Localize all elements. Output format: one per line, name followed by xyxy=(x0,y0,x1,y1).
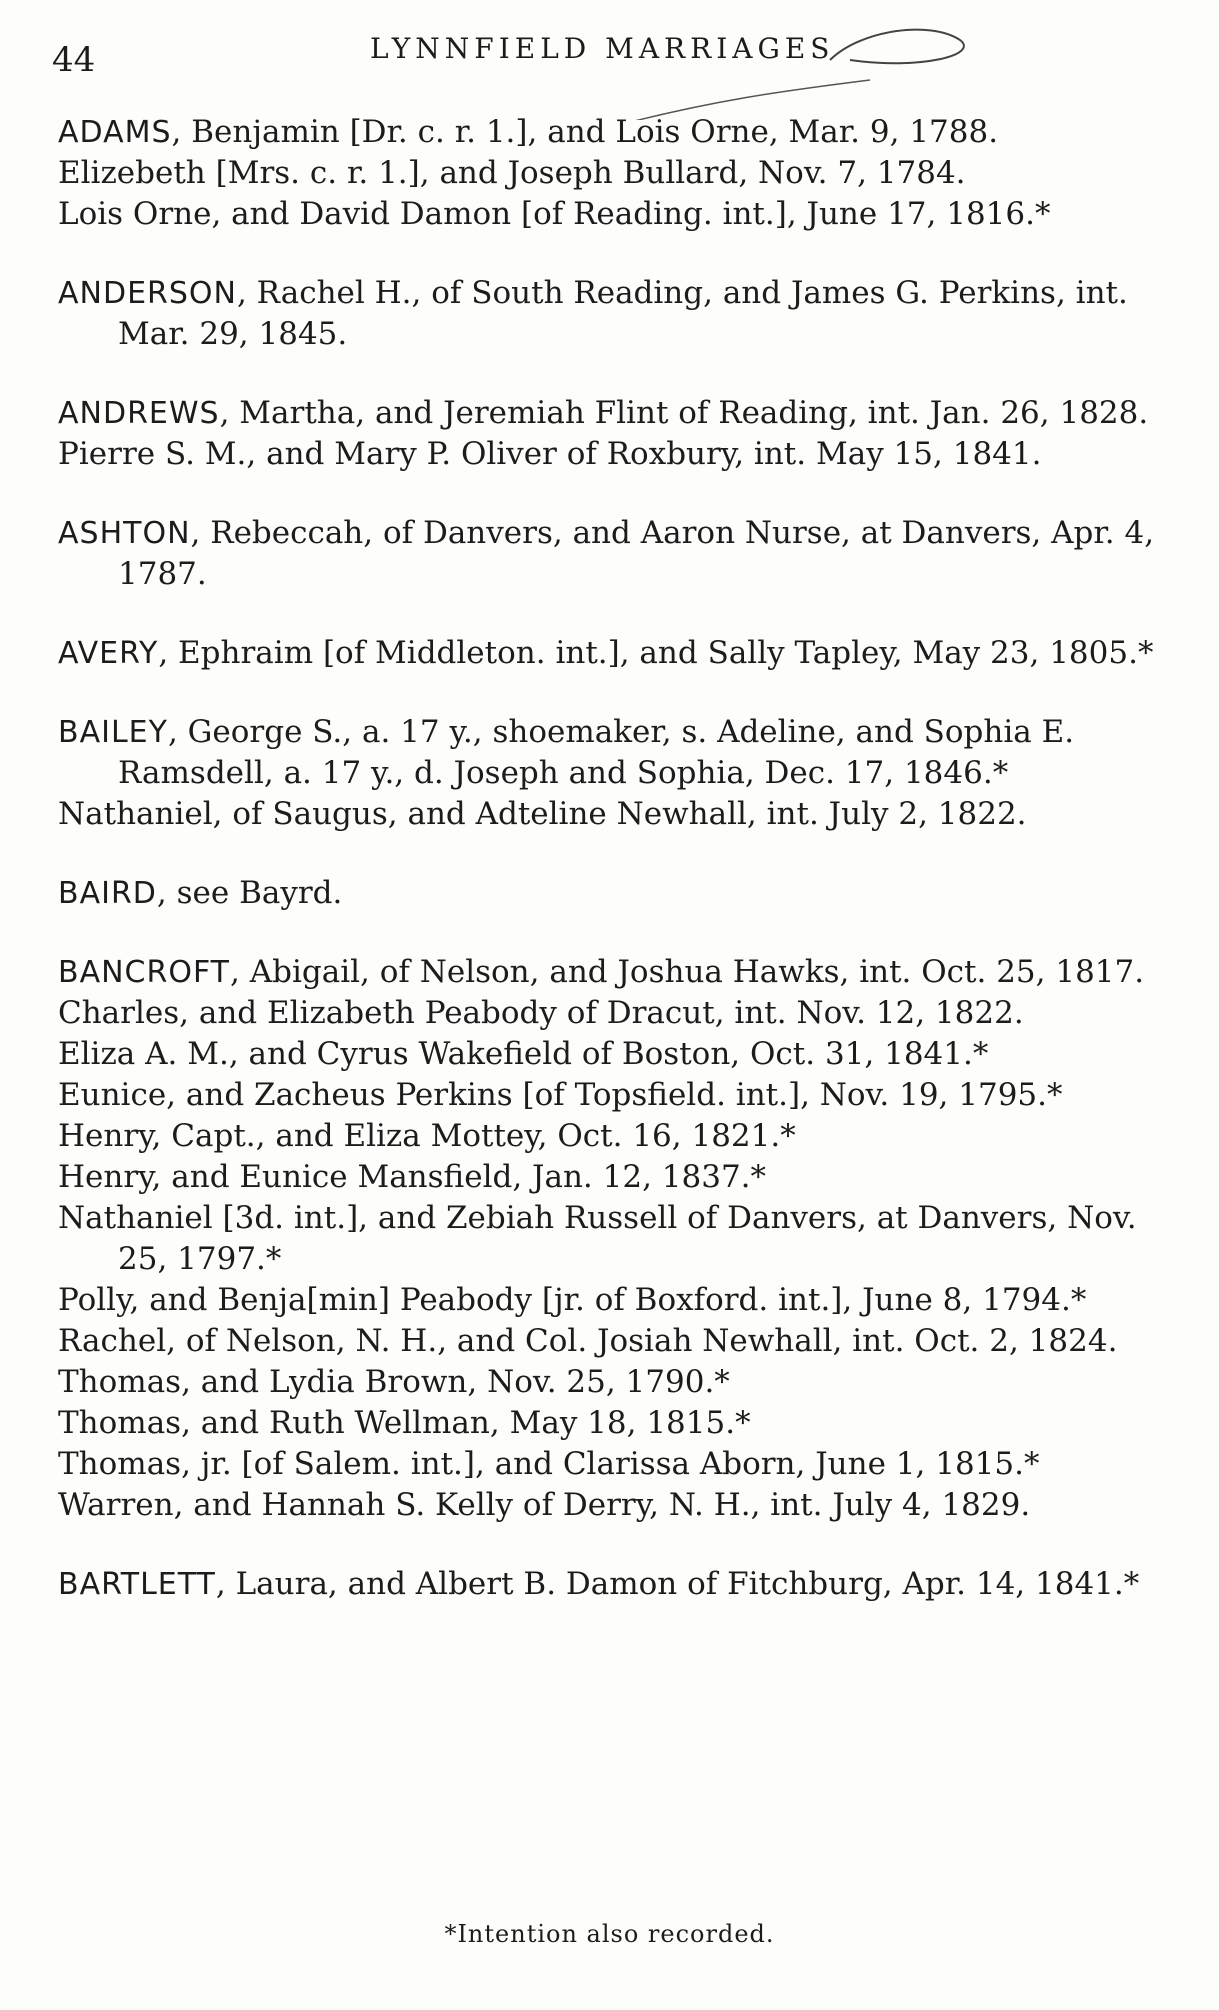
marriage-entry xyxy=(58,112,1178,153)
marriage-entry xyxy=(58,1280,1178,1321)
entry-text: Nathaniel, of Saugus, and Adteline Newhall, int. July 2, 1822. xyxy=(58,796,1027,832)
entry-text: Pierre S. M., and Mary P. Oliver of Roxbury, int. May 15, 1841. xyxy=(58,436,1042,472)
surname-group xyxy=(58,112,1178,235)
marriage-entry xyxy=(58,434,1178,475)
marriage-entry xyxy=(58,993,1178,1034)
entry-text: , Benjamin [Dr. c. r. 1.], and Lois Orne, Mar. 9, 1788. xyxy=(171,114,999,150)
marriage-entry xyxy=(58,1564,1178,1605)
marriage-entry xyxy=(58,1157,1178,1198)
running-title: LYNNFIELD MARRIAGES xyxy=(370,32,835,65)
marriage-entry xyxy=(58,873,1178,914)
surname-group xyxy=(58,633,1178,674)
entry-text: , see Bayrd. xyxy=(156,875,343,911)
handwritten-pencil-mark xyxy=(600,0,1020,120)
marriage-entry xyxy=(58,1034,1178,1075)
entry-text: Thomas, and Lydia Brown, Nov. 25, 1790.* xyxy=(58,1364,730,1400)
surname-heading: ANDERSON xyxy=(58,276,237,311)
marriage-entry xyxy=(58,194,1178,235)
entry-text: , Martha, and Jeremiah Flint of Reading, int. Jan. 26, 1828. xyxy=(219,395,1149,431)
surname-group xyxy=(58,712,1178,835)
surname-group xyxy=(58,873,1178,914)
marriage-entry xyxy=(58,1485,1178,1526)
entry-text: Henry, and Eunice Mansfield, Jan. 12, 1837.* xyxy=(58,1159,767,1195)
entry-text: , Rachel H., of South Reading, and James G. Perkins, int. Mar. 29, 1845. xyxy=(118,275,1128,352)
entry-text: , Rebeccah, of Danvers, and Aaron Nurse, at Danvers, Apr. 4, 1787. xyxy=(118,515,1155,592)
page-number: 44 xyxy=(52,40,96,80)
surname-heading: BAIRD xyxy=(58,876,157,911)
surname-group xyxy=(58,952,1178,1526)
surname-group xyxy=(58,273,1178,355)
entry-text: , Abigail, of Nelson, and Joshua Hawks, int. Oct. 25, 1817. xyxy=(230,954,1145,990)
marriage-entry xyxy=(58,1116,1178,1157)
marriage-entry xyxy=(58,1444,1178,1485)
entry-text: Lois Orne, and David Damon [of Reading. int.], June 17, 1816.* xyxy=(58,196,1051,232)
entry-text: Nathaniel [3d. int.], and Zebiah Russell of Danvers, at Danvers, Nov. 25, 1797.* xyxy=(58,1200,1137,1277)
marriage-entry xyxy=(58,712,1178,794)
marriage-entry xyxy=(58,1198,1178,1280)
marriage-entry xyxy=(58,1321,1178,1362)
entry-text: Thomas, and Ruth Wellman, May 18, 1815.* xyxy=(58,1405,751,1441)
marriage-entry xyxy=(58,393,1178,434)
entry-text: Rachel, of Nelson, N. H., and Col. Josiah Newhall, int. Oct. 2, 1824. xyxy=(58,1323,1118,1359)
entry-text: Eunice, and Zacheus Perkins [of Topsfield. int.], Nov. 19, 1795.* xyxy=(58,1077,1063,1113)
surname-group xyxy=(58,1564,1178,1605)
marriage-entry xyxy=(58,1362,1178,1403)
marriage-entries xyxy=(58,112,1178,1643)
entry-text: Eliza A. M., and Cyrus Wakefield of Boston, Oct. 31, 1841.* xyxy=(58,1036,989,1072)
entry-text: Charles, and Elizabeth Peabody of Dracut, int. Nov. 12, 1822. xyxy=(58,995,1024,1031)
entry-text: Warren, and Hannah S. Kelly of Derry, N. H., int. July 4, 1829. xyxy=(58,1487,1031,1523)
marriage-entry xyxy=(58,1403,1178,1444)
surname-heading: AVERY xyxy=(58,636,159,671)
surname-group xyxy=(58,393,1178,475)
marriage-entry xyxy=(58,633,1178,674)
surname-heading: ASHTON xyxy=(58,516,191,551)
entry-text: Polly, and Benja[min] Peabody [jr. of Boxford. int.], June 8, 1794.* xyxy=(58,1282,1087,1318)
surname-heading: BANCROFT xyxy=(58,955,231,990)
marriage-entry xyxy=(58,513,1178,595)
surname-heading: ADAMS xyxy=(58,115,172,150)
footnote: *Intention also recorded. xyxy=(444,1920,775,1948)
marriage-entry xyxy=(58,153,1178,194)
marriage-entry xyxy=(58,952,1178,993)
entry-text: , Laura, and Albert B. Damon of Fitchburg, Apr. 14, 1841.* xyxy=(215,1566,1140,1602)
entry-text: , George S., a. 17 y., shoemaker, s. Adeline, and Sophia E. Ramsdell, a. 17 y., d. Joseph and Sophia, Dec. 17, 1846.* xyxy=(118,714,1075,791)
entry-text: , Ephraim [of Middleton. int.], and Sally Tapley, May 23, 1805.* xyxy=(158,635,1154,671)
surname-heading: BARTLETT xyxy=(58,1567,216,1602)
entry-text: Henry, Capt., and Eliza Mottey, Oct. 16, 1821.* xyxy=(58,1118,796,1154)
entry-text: Thomas, jr. [of Salem. int.], and Clarissa Aborn, June 1, 1815.* xyxy=(58,1446,1040,1482)
surname-heading: ANDREWS xyxy=(58,396,220,431)
entry-text: Elizebeth [Mrs. c. r. 1.], and Joseph Bullard, Nov. 7, 1784. xyxy=(58,155,966,191)
marriage-entry xyxy=(58,1075,1178,1116)
surname-heading: BAILEY xyxy=(58,715,168,750)
marriage-entry xyxy=(58,273,1178,355)
marriage-entry xyxy=(58,794,1178,835)
surname-group xyxy=(58,513,1178,595)
